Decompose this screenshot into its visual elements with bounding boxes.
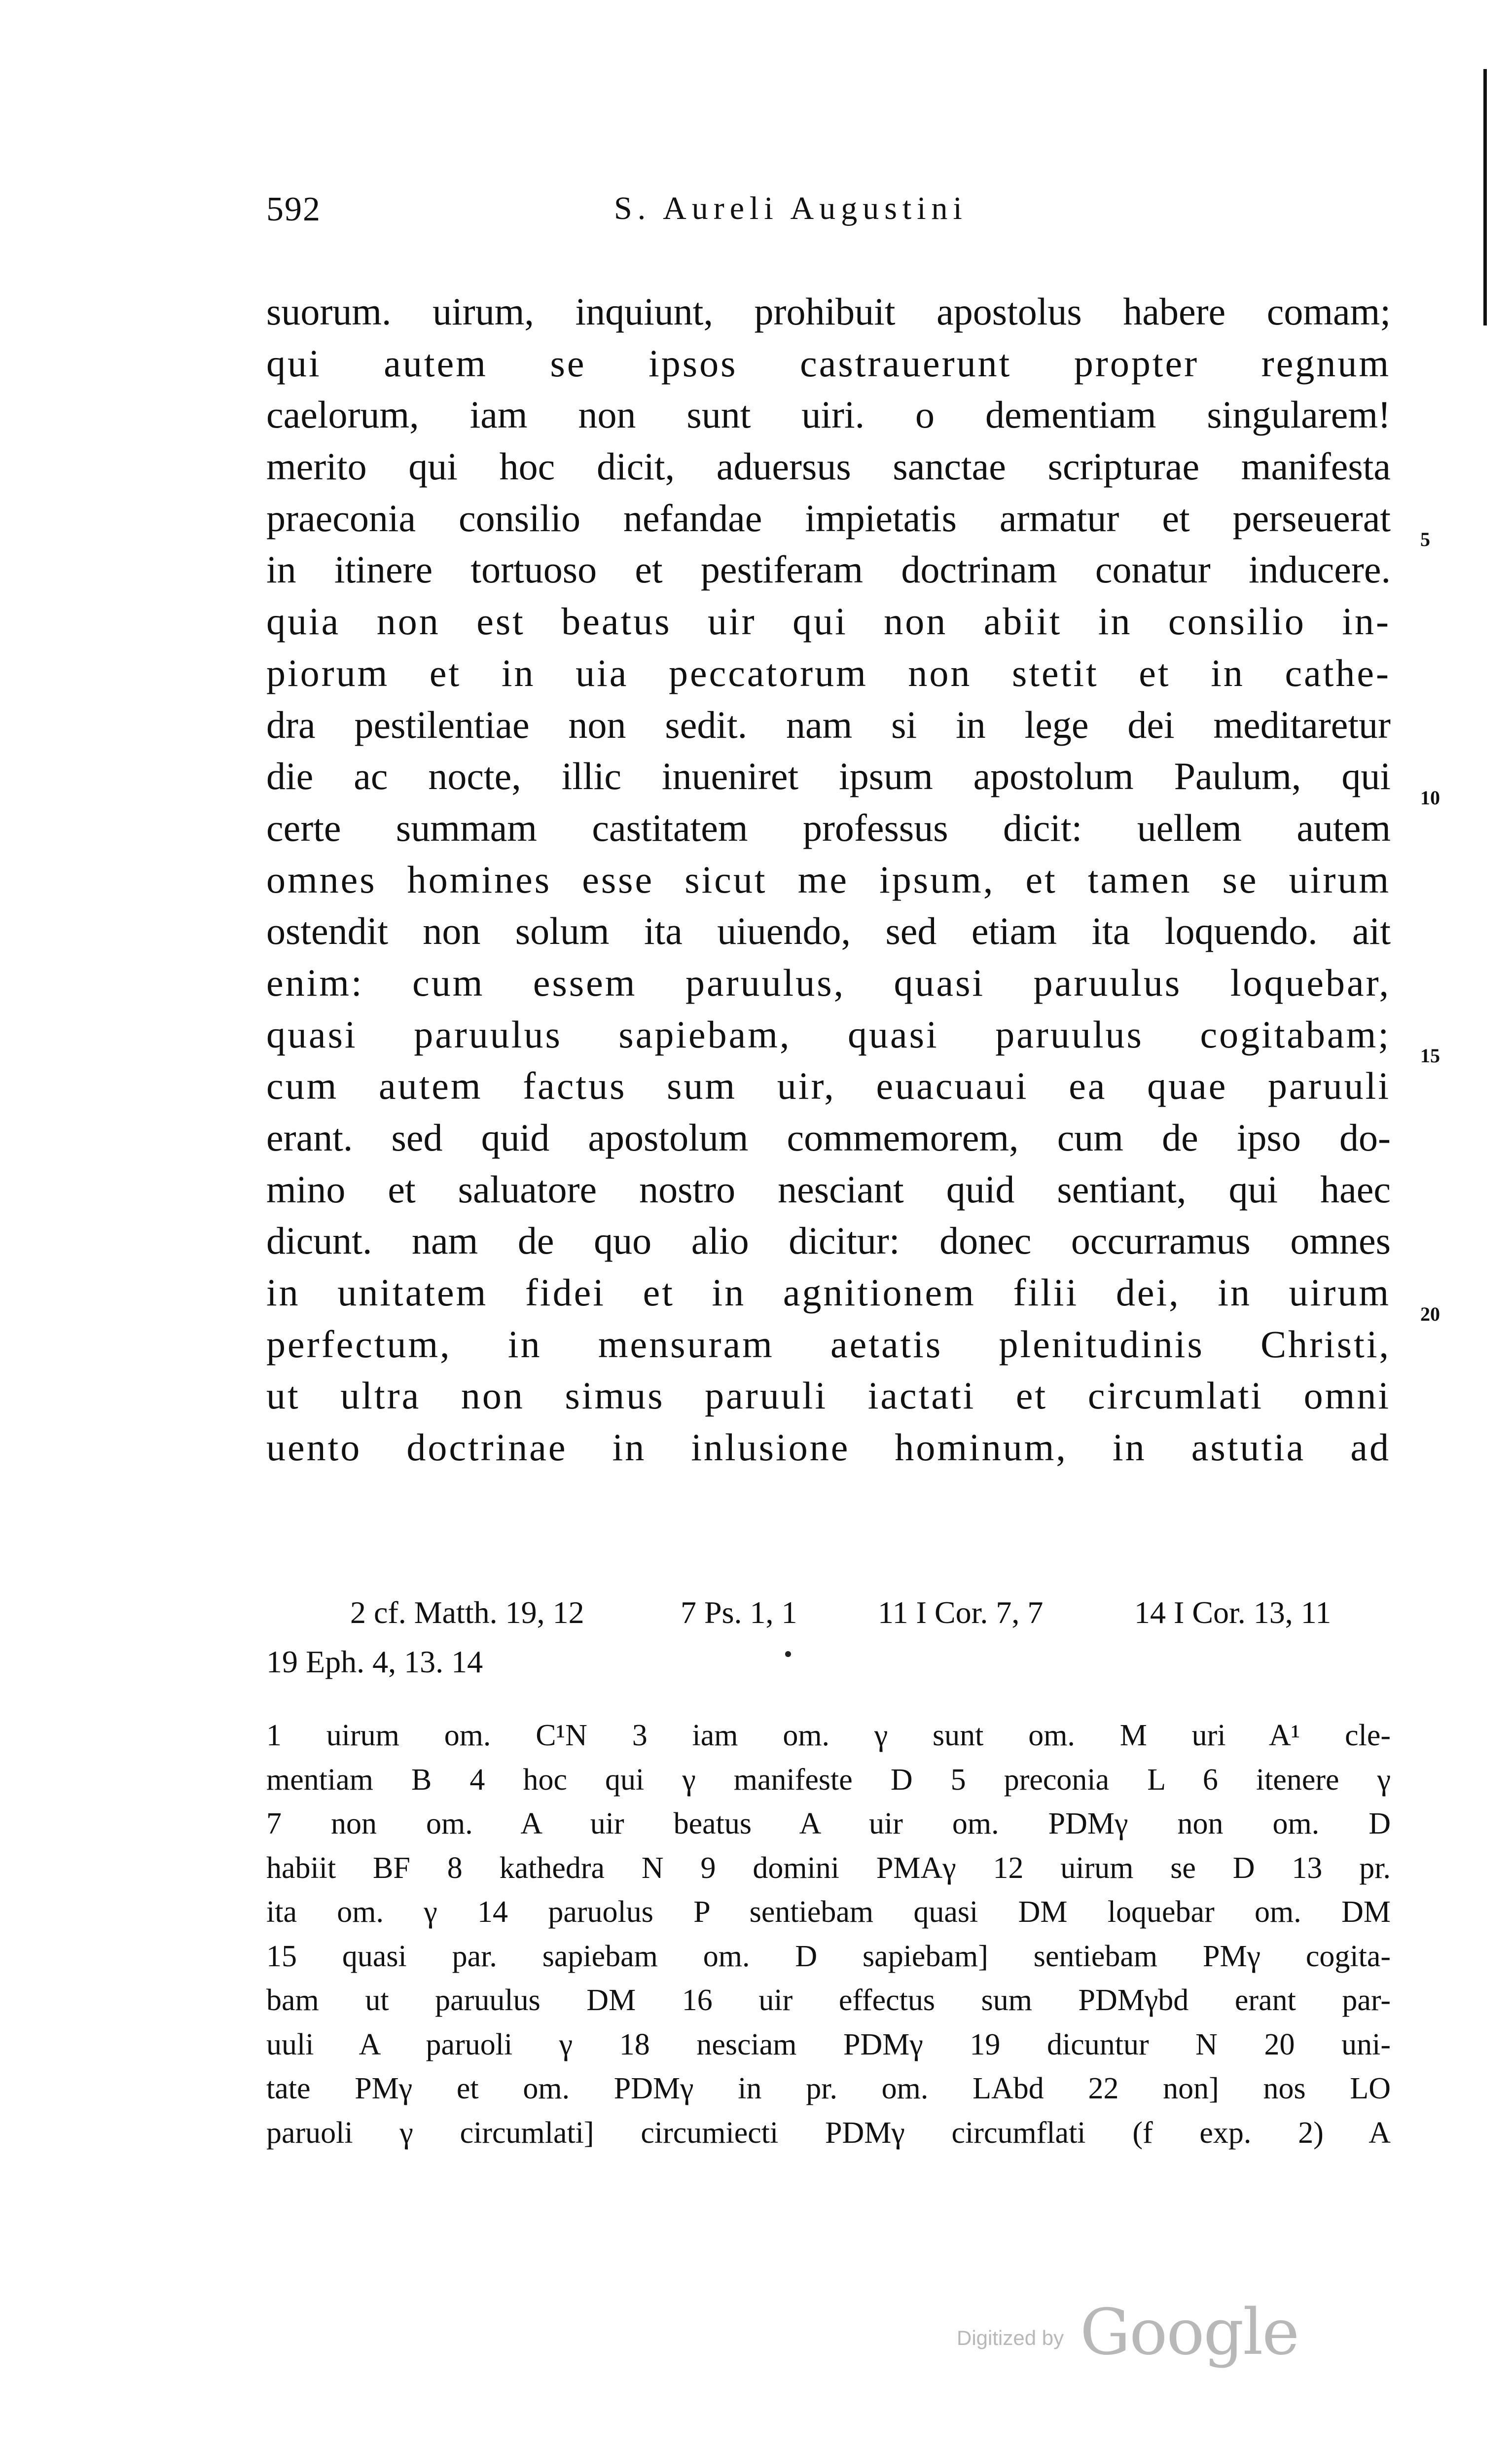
text-line: enim: cum essem paruulus, quasi paruulus loquebar, [266, 961, 1391, 1004]
text-line: merito qui hoc dicit, aduersus sanctae scripturae manifesta [266, 445, 1391, 488]
apparatus-line: habiit BF 8 kathedra N 9 domini PMAγ 12 uirum se D 13 pr. [266, 1851, 1391, 1885]
apparatus-line: paruoli γ circumlati] circumiecti PDMγ circumflati (f exp. 2) A [266, 2116, 1391, 2150]
line-number: 10 [1420, 787, 1440, 809]
line-number: 15 [1420, 1045, 1440, 1067]
text-line: qui autem se ipsos castrauerunt propter regnum [266, 341, 1391, 385]
text-line: cum autem factus sum uir, euacuaui ea quae paruuli [266, 1064, 1391, 1108]
line-number: 5 [1420, 528, 1430, 550]
text-line: dra pestilentiae non sedit. nam si in lege dei meditaretur [266, 703, 1391, 746]
text-line: mino et saluatore nostro nesciant quid sentiant, qui haec [266, 1167, 1391, 1211]
apparatus-line: 7 non om. A uir beatus A uir om. PDMγ non om. D [266, 1807, 1391, 1840]
text-line: quasi paruulus sapiebam, quasi paruulus cogitabam; [266, 1012, 1391, 1056]
citation-notes [266, 1588, 1391, 1687]
citation: 7 Ps. 1, 1 [681, 1595, 797, 1630]
apparatus-line: tate PMγ et om. PDMγ in pr. om. LAbd 22 non] nos LO [266, 2072, 1391, 2105]
page-edge-mark [1483, 69, 1487, 325]
citation: 19 Eph. 4, 13. 14 [266, 1644, 483, 1679]
critical-apparatus [266, 1714, 1391, 2155]
page-number: 592 [266, 190, 321, 228]
text-line: praeconia consilio nefandae impietatis armatur et perseuerat [266, 496, 1391, 540]
text-line: perfectum, in mensuram aetatis plenitudinis Christi, [266, 1322, 1391, 1366]
citation: 2 cf. Matth. 19, 12 [350, 1595, 584, 1630]
text-line: caelorum, iam non sunt uiri. o dementiam singularem! [266, 393, 1391, 436]
apparatus-line: 15 quasi par. sapiebam om. D sapiebam] sentiebam PMγ cogita- [266, 1939, 1391, 1973]
text-line: uento doctrinae in inlusione hominum, in astutia ad [266, 1426, 1391, 1469]
citation: 11 I Cor. 7, 7 [878, 1595, 1044, 1630]
text-line: omnes homines esse sicut me ipsum, et tamen se uirum [266, 858, 1391, 901]
text-line: piorum et in uia peccatorum non stetit et in cathe- [266, 651, 1391, 694]
text-line: dicunt. nam de quo alio dicitur: donec occurramus omnes [266, 1219, 1391, 1262]
text-line: in unitatem fidei et in agnitionem filii dei, in uirum [266, 1271, 1391, 1314]
text-line: certe summam castitatem professus dicit: uellem autem [266, 806, 1391, 849]
line-number: 20 [1420, 1303, 1440, 1325]
text-line: quia non est beatus uir qui non abiit in consilio in- [266, 600, 1391, 643]
text-line: die ac nocte, illic inueniret ipsum apostolum Paulum, qui [266, 755, 1391, 798]
apparatus-line: ita om. γ 14 paruolus P sentiebam quasi DM loquebar om. DM [266, 1895, 1391, 1929]
apparatus-line: bam ut paruulus DM 16 uir effectus sum PDMγbd erant par- [266, 1983, 1391, 2017]
text-line: ut ultra non simus paruuli iactati et circumlati omni [266, 1374, 1391, 1417]
text-line: erant. sed quid apostolum commemorem, cum de ipso do- [266, 1116, 1391, 1159]
google-logo: Google [1080, 2296, 1298, 2369]
text-line: ostendit non solum ita uiuendo, sed etiam ita loquendo. ait [266, 909, 1391, 953]
running-title: S. Aureli Augustini [614, 190, 968, 226]
apparatus-line: mentiam B 4 hoc qui γ manifeste D 5 preconia L 6 itenere γ [266, 1763, 1391, 1797]
running-head [266, 190, 1410, 234]
apparatus-line: 1 uirum om. C¹N 3 iam om. γ sunt om. M uri A¹ cle- [266, 1719, 1391, 1752]
text-line: in itinere tortuoso et pestiferam doctrinam conatur inducere. [266, 548, 1391, 591]
apparatus-line: uuli A paruoli γ 18 nesciam PDMγ 19 dicuntur N 20 uni- [266, 2027, 1391, 2061]
digitized-watermark [957, 2296, 1302, 2369]
ink-speck [785, 1651, 791, 1657]
text-line: suorum. uirum, inquiunt, prohibuit apostolus habere comam; [266, 290, 1391, 333]
citation: 14 I Cor. 13, 11 [1134, 1595, 1332, 1630]
citation-line [266, 1637, 1391, 1687]
main-text-block [266, 286, 1391, 1474]
citation-line [266, 1588, 1391, 1637]
digitized-label: Digitized by [957, 2326, 1064, 2349]
